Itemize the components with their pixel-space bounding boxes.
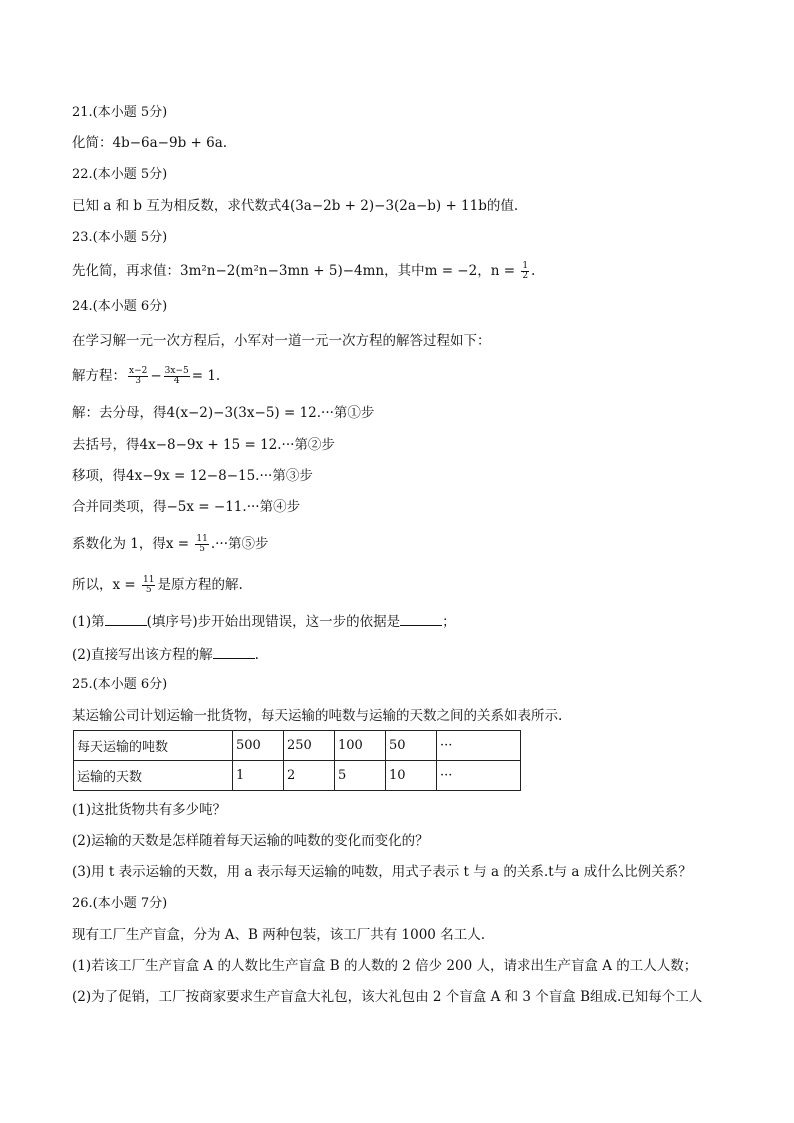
q25-part-1: (1)这批货物共有多少吨？	[72, 802, 227, 818]
q24-part-2	[72, 646, 259, 664]
table-cell: 250	[284, 731, 335, 761]
q25-heading: 25.(本小题 6分)	[72, 677, 168, 692]
q24-step-4: 合并同类项，得−5x = −11.···第④步	[72, 499, 301, 515]
table-cell: 5	[335, 761, 386, 791]
minus-sign: −	[150, 368, 162, 384]
fraction-denominator: 3	[135, 376, 142, 386]
q24-step-5	[72, 535, 269, 554]
table-cell: ···	[437, 731, 521, 761]
q25-part-3: (3)用 t 表示运输的天数，用 a 表示每天运输的吨数，用式子表示 t 与 a 的关系.t与 a 成什么比例关系？	[72, 864, 692, 880]
q23-text: 先化简，再求值：3m²n−2(m²n−3mn + 5)−4mn，其中m = −2，n =	[72, 263, 520, 279]
q24-step-3: 移项，得4x−9x = 12−8−15.···第③步	[72, 468, 313, 484]
table-cell: 运输的天数	[74, 761, 233, 791]
fraction-2	[164, 367, 190, 386]
q24-step-2: 去括号，得4x−8−9x + 15 = 12.···第②步	[72, 437, 335, 453]
q26-intro: 现有工厂生产盲盒，分为 A、B 两种包装，该工厂共有 1000 名工人.	[72, 927, 485, 943]
part-1-text-a: (1)第	[72, 614, 105, 630]
equation-label: 解方程：	[72, 368, 126, 384]
q24-part-1	[72, 613, 456, 631]
q24-conclusion	[72, 576, 243, 595]
fraction-denominator: 5	[145, 585, 152, 595]
q26-heading: 26.(本小题 7分)	[72, 896, 168, 911]
q22-body: 已知 a 和 b 互为相反数，求代数式4(3a−2b + 2)−3(2a−b) + 11b的值.	[72, 198, 519, 214]
fraction-denominator: 4	[173, 376, 180, 386]
step-5-text-end: .···第⑤步	[210, 536, 269, 552]
table-cell: 50	[386, 731, 437, 761]
fraction-1	[128, 367, 148, 386]
conclusion-fraction	[142, 576, 155, 595]
answer-blank[interactable]	[105, 613, 147, 626]
q21-heading: 21.(本小题 5分)	[72, 105, 168, 120]
table-cell: ···	[437, 761, 521, 791]
q24-intro: 在学习解一元一次方程后，小军对一道一元一次方程的解答过程如下：	[72, 333, 491, 349]
q22-heading: 22.(本小题 5分)	[72, 167, 168, 182]
fraction-numerator: 3x−5	[164, 366, 189, 376]
fraction-numerator: 1	[522, 261, 529, 271]
answer-blank[interactable]	[213, 646, 255, 659]
table-row	[74, 761, 521, 791]
table-cell: 500	[233, 731, 284, 761]
fraction-numerator: x−2	[129, 366, 148, 376]
fraction-denominator: 2	[522, 271, 529, 281]
q24-equation	[72, 367, 220, 386]
table-cell: 2	[284, 761, 335, 791]
q26-part-1: (1)若该工厂生产盲盒 A 的人数比生产盲盒 B 的人数的 2 倍少 200 人，请求出生产盲盒 A 的工人人数；	[72, 958, 698, 974]
fraction-denominator: 5	[199, 544, 205, 554]
q23-n-fraction	[521, 262, 529, 281]
q23-heading: 23.(本小题 5分)	[72, 230, 168, 245]
part-1-text-b: (填序号)步开始出现错误，这一步的依据是	[146, 614, 401, 630]
conclusion-text-end: 是原方程的解.	[157, 577, 243, 593]
equation-rhs: = 1.	[191, 368, 221, 384]
table-row	[74, 731, 521, 761]
part-1-text-c: ；	[442, 614, 456, 630]
step-5-text: 系数化为 1，得x =	[72, 536, 194, 552]
table-cell: 100	[335, 731, 386, 761]
q24-heading: 24.(本小题 6分)	[72, 299, 168, 314]
conclusion-text: 所以，x =	[72, 577, 141, 593]
q25-intro: 某运输公司计划运输一批货物，每天运输的吨数与运输的天数之间的关系如表所示.	[72, 708, 563, 724]
part-2-text-a: (2)直接写出该方程的解	[72, 647, 213, 663]
table-cell: 10	[386, 761, 437, 791]
q21-body: 化简：4b−6a−9b + 6a.	[72, 135, 228, 151]
q23-body	[72, 262, 535, 281]
q26-part-2: (2)为了促销，工厂按商家要求生产盲盒大礼包，该大礼包由 2 个盲盒 A 和 3 个盲盒 B组成.已知每个工人	[72, 989, 703, 1005]
fraction-numerator: 11	[143, 575, 155, 585]
transport-table	[73, 730, 521, 791]
q23-text-end: .	[531, 263, 536, 279]
q24-step-1: 解：去分母，得4(x−2)−3(3x−5) = 12.···第①步	[72, 405, 375, 421]
q25-part-2: (2)运输的天数是怎样随着每天运输的吨数的变化而变化的？	[72, 833, 429, 849]
part-2-text-b: .	[254, 647, 259, 663]
table-cell: 每天运输的吨数	[74, 731, 233, 761]
answer-blank[interactable]	[400, 613, 442, 626]
step-5-fraction	[195, 535, 208, 554]
table-cell: 1	[233, 761, 284, 791]
fraction-numerator: 11	[196, 534, 208, 544]
